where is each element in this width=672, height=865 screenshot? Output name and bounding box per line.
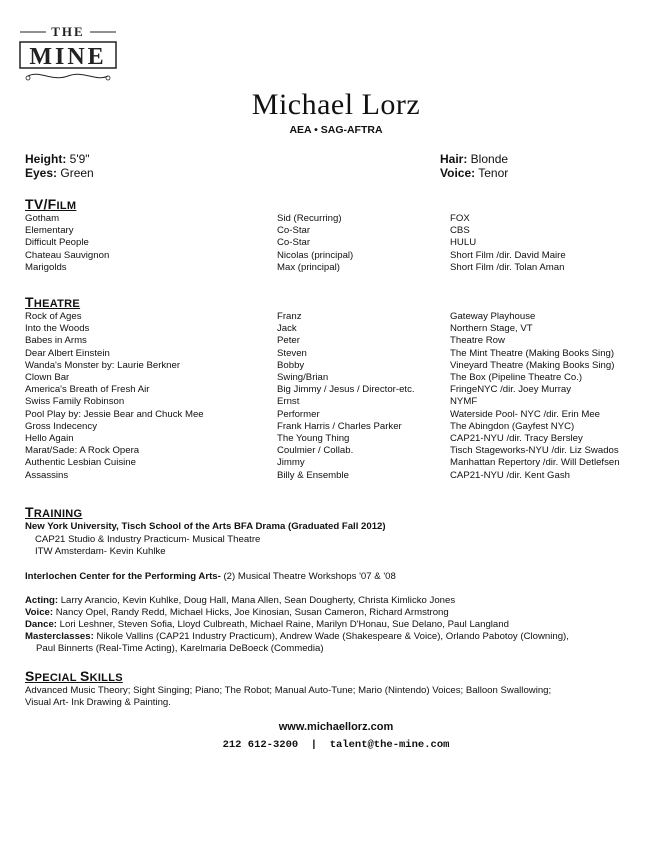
credit-role: Peter: [277, 335, 300, 347]
skills-line-1: Advanced Music Theory; Sight Singing; Piano; The Robot; Manual Auto-Tune; Mario (Nintendo) Voices; Balloon Swallowing;: [25, 685, 552, 696]
tvfilm-heading-a: TV/F: [25, 196, 57, 212]
credit-role: Billy & Ensemble: [277, 469, 349, 481]
training-acting: [25, 595, 455, 607]
theatre-row: [0, 323, 672, 335]
credit-title: Authentic Lesbian Cuisine: [25, 457, 136, 469]
credit-venue: CAP21-NYU /dir. Tracy Bersley: [450, 433, 583, 444]
credit-title: Dear Albert Einstein: [25, 347, 110, 359]
theatre-row: [0, 433, 672, 445]
credit-venue: FringeNYC /dir. Joey Murray: [450, 384, 572, 396]
voice-text: Nancy Opel, Randy Redd, Michael Hicks, Joe Kinosian, Susan Cameron, Richard Armstrong: [53, 607, 449, 618]
training-nyu-cap21: CAP21 Studio & Industry Practicum- Musical Theatre: [35, 534, 261, 545]
voice-label: Voice:: [440, 166, 476, 180]
nyu-degree: New York University, Tisch School of the Arts BFA Drama (Graduated Fall 2012): [25, 521, 386, 532]
union-affiliations: AEA • SAG-AFTRA: [289, 124, 383, 136]
eyes-stat: [25, 166, 94, 180]
theatre-row: [0, 384, 672, 396]
credit-venue: CAP21-NYU /dir. Kent Gash: [450, 469, 570, 481]
credit-title: Assassins: [25, 469, 69, 481]
credit-role: Frank Harris / Charles Parker: [277, 420, 402, 432]
tvfilm-heading-b: ILM: [56, 200, 77, 212]
theatre-heading-a: T: [25, 294, 34, 310]
credit-venue: HULU: [450, 237, 477, 249]
credit-role: Jack: [277, 323, 297, 335]
skills-heading-c: S: [79, 668, 90, 684]
theatre-heading: [25, 294, 80, 310]
training-dance: [25, 619, 509, 631]
acting-label: Acting:: [25, 595, 59, 606]
credit-venue: FOX: [450, 213, 470, 224]
theatre-row: [0, 311, 672, 323]
credit-role: Swing/Brian: [277, 372, 329, 383]
theatre-heading-b: HEATRE: [33, 298, 81, 310]
credit-title: Difficult People: [25, 237, 89, 249]
training-masterclasses: [25, 631, 569, 643]
credit-venue: Manhattan Repertory /dir. Will Detlefsen: [450, 457, 620, 469]
tvfilm-row: [0, 262, 672, 274]
credit-role: Coulmier / Collab.: [277, 445, 354, 457]
logo-the-text: THE: [51, 24, 85, 39]
hair-stat: [440, 152, 508, 166]
credit-venue: Theatre Row: [450, 335, 505, 347]
the-mine-logo: [18, 22, 118, 88]
training-heading-b: RAINING: [33, 508, 83, 520]
credit-venue: Waterside Pool- NYC /dir. Erin Mee: [450, 408, 600, 420]
credit-title: Babes in Arms: [25, 335, 87, 347]
credit-title: Hello Again: [25, 433, 74, 444]
credit-title: Gross Indecency: [25, 420, 97, 432]
interlochen-label: Interlochen Center for the Performing Arts-: [25, 571, 221, 582]
theatre-row: [0, 372, 672, 384]
height-value: 5'9": [66, 152, 90, 166]
skills-heading-b: PECIAL: [34, 672, 80, 684]
credit-venue: Tisch Stageworks-NYU /dir. Liz Swados: [450, 445, 619, 457]
credit-venue: Short Film /dir. Tolan Aman: [450, 261, 565, 273]
skills-heading: [25, 668, 123, 684]
eyes-label: Eyes:: [25, 166, 58, 180]
credit-role: Co-Star: [277, 237, 311, 249]
training-masterclasses-cont: Paul Binnerts (Real-Time Acting), Karelmaria DeBoeck (Commedia): [36, 643, 324, 654]
theatre-row: [0, 360, 672, 372]
masterclasses-label: Masterclasses:: [25, 631, 94, 642]
credit-title: Swiss Family Robinson: [25, 396, 125, 408]
eyes-value: Green: [57, 166, 94, 180]
tvfilm-row: [0, 237, 672, 249]
theatre-row: [0, 409, 672, 421]
credit-venue: The Box (Pipeline Theatre Co.): [450, 372, 583, 383]
tvfilm-row: [0, 250, 672, 262]
theatre-row: [0, 445, 672, 457]
theatre-row: [0, 421, 672, 433]
credit-title: Wanda's Monster by: Laurie Berkner: [25, 359, 181, 371]
tvfilm-row: [0, 213, 672, 225]
interlochen-text: (2) Musical Theatre Workshops '07 & '08: [220, 571, 396, 582]
hair-value: Blonde: [467, 152, 509, 166]
credit-role: Performer: [277, 408, 320, 420]
tvfilm-row: [0, 225, 672, 237]
theatre-row: [0, 470, 672, 482]
credit-venue: NYMF: [450, 396, 478, 408]
credit-role: Big Jimmy / Jesus / Director-etc.: [277, 384, 415, 396]
credit-role: The Young Thing: [277, 433, 350, 444]
dance-label: Dance:: [25, 619, 57, 630]
credit-role: Ernst: [277, 396, 300, 408]
voice-stat: [440, 166, 508, 180]
acting-text: Larry Arancio, Kevin Kuhlke, Doug Hall, Mana Allen, Sean Dougherty, Christa Kimlicko Jones: [58, 595, 456, 606]
credit-title: Elementary: [25, 225, 74, 237]
training-nyu-itw: ITW Amsterdam- Kevin Kuhlke: [35, 546, 166, 557]
credit-role: Jimmy: [277, 457, 305, 469]
theatre-row: [0, 396, 672, 408]
logo-mine-text: MINE: [29, 44, 107, 70]
credit-venue: CBS: [450, 225, 470, 237]
actor-name: Michael Lorz: [251, 88, 421, 121]
credit-role: Sid (Recurring): [277, 213, 342, 224]
training-voice: [25, 607, 449, 619]
height-stat: [25, 152, 90, 166]
training-heading-a: T: [25, 504, 34, 520]
training-interlochen: [25, 571, 396, 583]
credit-role: Max (principal): [277, 261, 340, 273]
credit-title: Marat/Sade: A Rock Opera: [25, 445, 140, 457]
credit-title: Pool Play by: Jessie Bear and Chuck Mee: [25, 408, 204, 420]
credit-role: Co-Star: [277, 225, 311, 237]
voice-label: Voice:: [25, 607, 54, 618]
credit-title: Rock of Ages: [25, 311, 82, 322]
height-label: Height:: [25, 152, 67, 166]
credit-title: Marigolds: [25, 261, 67, 273]
hair-label: Hair:: [440, 152, 468, 166]
credit-venue: Short Film /dir. David Maire: [450, 249, 566, 261]
credit-venue: Gateway Playhouse: [450, 311, 536, 322]
dance-text: Lori Leshner, Steven Sofia, Lloyd Culbreath, Michael Raine, Marilyn D'Honau, Sue Delano, Paul Langland: [57, 619, 509, 630]
contact-info: 212 612-3200 | talent@the-mine.com: [222, 739, 450, 751]
theatre-row: [0, 457, 672, 469]
training-nyu: [25, 521, 386, 533]
theatre-row: [0, 348, 672, 360]
voice-value: Tenor: [475, 166, 509, 180]
credit-title: America's Breath of Fresh Air: [25, 384, 150, 396]
credit-title: Chateau Sauvignon: [25, 249, 110, 261]
credit-role: Steven: [277, 347, 307, 359]
credit-venue: The Mint Theatre (Making Books Sing): [450, 347, 615, 359]
credit-venue: Vineyard Theatre (Making Books Sing): [450, 359, 615, 371]
training-heading: [25, 504, 82, 520]
skills-line-2: Visual Art- Ink Drawing & Painting.: [25, 697, 171, 708]
credit-title: Into the Woods: [25, 323, 90, 335]
credit-title: Clown Bar: [25, 372, 70, 383]
theatre-row: [0, 335, 672, 347]
tvfilm-heading: [25, 196, 76, 212]
credit-role: Franz: [277, 311, 302, 322]
credit-role: Nicolas (principal): [277, 249, 354, 261]
skills-heading-d: KILLS: [89, 672, 123, 684]
credit-venue: The Abingdon (Gayfest NYC): [450, 420, 575, 432]
skills-heading-a: S: [25, 668, 35, 684]
credit-title: Gotham: [25, 213, 60, 224]
masterclasses-text: Nikole Vallins (CAP21 Industry Practicum), Andrew Wade (Shakespeare & Voice), Orlando Pabotoy (Clowning),: [93, 631, 569, 642]
credit-role: Bobby: [277, 359, 305, 371]
website-link[interactable]: www.michaellorz.com: [278, 721, 394, 733]
credit-venue: Northern Stage, VT: [450, 323, 533, 335]
